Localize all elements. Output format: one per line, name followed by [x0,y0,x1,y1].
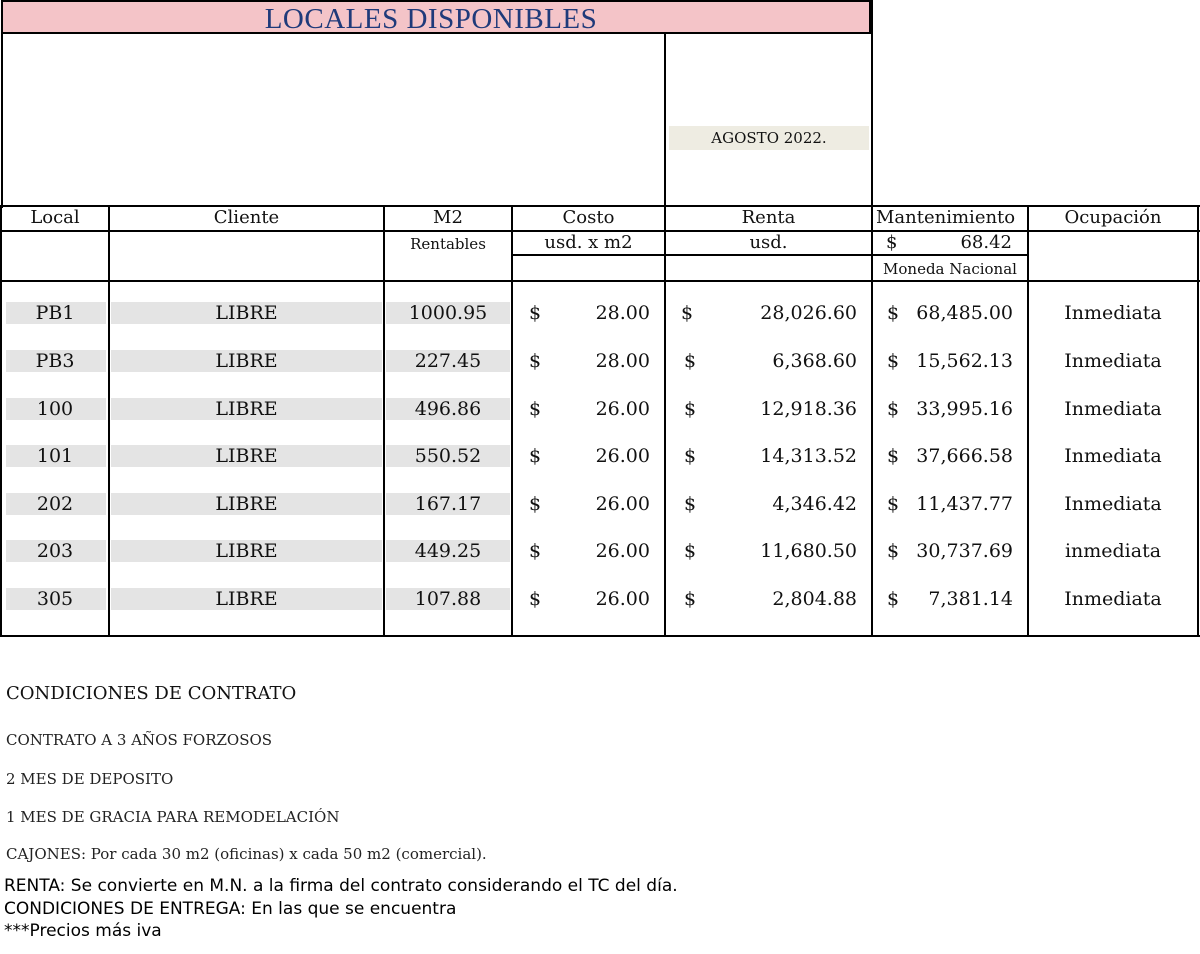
cell-ocupacion: inmediata [1064,540,1162,562]
cell-renta: 2,804.88 [772,588,857,610]
divider [512,254,1028,256]
cell-local: 203 [36,540,74,562]
currency-sign: $ [529,540,542,562]
divider [0,635,1200,637]
cell-mantenimiento: 30,737.69 [916,540,1013,562]
report-date: AGOSTO 2022. [669,126,869,150]
cell-mantenimiento: 15,562.13 [916,350,1013,372]
currency-sign: $ [529,445,542,467]
cell-ocupacion: Inmediata [1064,493,1162,515]
divider [664,34,666,208]
cell-mantenimiento: 7,381.14 [928,588,1013,610]
cell-renta: 6,368.60 [772,350,857,372]
note-line: ***Precios más iva [4,921,162,941]
currency-sign: $ [684,445,697,467]
divider [511,205,513,637]
header-mant-currency: $ [886,232,898,253]
cell-costo: 26.00 [595,398,650,420]
cell-cliente: LIBRE [215,493,278,515]
condition-item: 1 MES DE GRACIA PARA REMODELACIÓN [6,808,340,826]
cell-costo: 26.00 [595,493,650,515]
currency-sign: $ [684,540,697,562]
divider [1027,205,1029,637]
cell-m2: 496.86 [414,398,482,420]
cell-mantenimiento: 68,485.00 [916,302,1013,324]
currency-sign: $ [681,302,694,324]
cell-renta: 4,346.42 [772,493,857,515]
header-costo: Costo [562,207,615,228]
cell-cliente: LIBRE [215,302,278,324]
currency-sign: $ [887,445,900,467]
cell-local: PB1 [35,302,75,324]
header-costo-sub: usd. x m2 [544,232,633,253]
divider [0,280,1200,282]
divider [108,205,110,637]
cell-cliente: LIBRE [215,445,278,467]
cell-local: 101 [36,445,74,467]
page-title-text: LOCALES DISPONIBLES [264,3,598,35]
currency-sign: $ [887,540,900,562]
header-m2: M2 [433,207,463,228]
cell-costo: 26.00 [595,540,650,562]
cell-costo: 26.00 [595,445,650,467]
currency-sign: $ [887,350,900,372]
cell-ocupacion: Inmediata [1064,445,1162,467]
currency-sign: $ [529,302,542,324]
header-mantenimiento: Mantenimiento [876,207,1016,228]
cell-cliente: LIBRE [215,540,278,562]
cell-costo: 26.00 [595,588,650,610]
cell-local: PB3 [35,350,75,372]
cell-costo: 28.00 [595,350,650,372]
currency-sign: $ [684,588,697,610]
header-ocupacion: Ocupación [1064,207,1162,228]
cell-cliente: LIBRE [215,398,278,420]
cell-cliente: LIBRE [215,588,278,610]
currency-sign: $ [529,350,542,372]
cell-local: 202 [36,493,74,515]
cell-cliente: LIBRE [215,350,278,372]
divider [0,205,2,637]
currency-sign: $ [684,398,697,420]
cell-m2: 227.45 [414,350,482,372]
note-line: CONDICIONES DE ENTREGA: En las que se encuentra [4,899,457,919]
cell-m2: 550.52 [414,445,482,467]
cell-m2: 449.25 [414,540,482,562]
divider [664,205,666,637]
currency-sign: $ [684,350,697,372]
conditions-heading: CONDICIONES DE CONTRATO [6,683,297,704]
condition-item: CONTRATO A 3 AÑOS FORZOSOS [6,731,273,749]
cell-renta: 28,026.60 [760,302,857,324]
condition-item: 2 MES DE DEPOSITO [6,770,174,788]
header-mant-sub: Moneda Nacional [883,260,1017,278]
cell-ocupacion: Inmediata [1064,302,1162,324]
header-cliente: Cliente [213,207,280,228]
header-local: Local [30,207,80,228]
cell-m2: 1000.95 [408,302,488,324]
cell-mantenimiento: 33,995.16 [916,398,1013,420]
cell-m2: 167.17 [414,493,482,515]
cell-local: 305 [36,588,74,610]
currency-sign: $ [529,493,542,515]
divider [1197,205,1199,637]
currency-sign: $ [684,493,697,515]
currency-sign: $ [529,588,542,610]
divider [1,34,3,208]
currency-sign: $ [887,588,900,610]
currency-sign: $ [887,398,900,420]
header-mant-value: 68.42 [960,232,1012,253]
divider [383,205,385,637]
page-title [1,0,871,34]
cell-local: 100 [36,398,74,420]
cell-renta: 12,918.36 [760,398,857,420]
cell-renta: 14,313.52 [760,445,857,467]
header-renta: Renta [741,207,796,228]
note-line: RENTA: Se convierte en M.N. a la firma del contrato considerando el TC del día. [4,876,678,896]
currency-sign: $ [887,302,900,324]
cell-mantenimiento: 37,666.58 [916,445,1013,467]
divider [871,0,873,208]
cell-ocupacion: Inmediata [1064,350,1162,372]
cell-mantenimiento: 11,437.77 [916,493,1013,515]
header-renta-sub: usd. [749,232,788,253]
currency-sign: $ [887,493,900,515]
cell-ocupacion: Inmediata [1064,398,1162,420]
condition-item: CAJONES: Por cada 30 m2 (oficinas) x cada 50 m2 (comercial). [6,845,487,863]
header-m2-sub: Rentables [410,235,486,253]
cell-costo: 28.00 [595,302,650,324]
cell-renta: 11,680.50 [760,540,857,562]
currency-sign: $ [529,398,542,420]
cell-ocupacion: Inmediata [1064,588,1162,610]
cell-m2: 107.88 [414,588,482,610]
